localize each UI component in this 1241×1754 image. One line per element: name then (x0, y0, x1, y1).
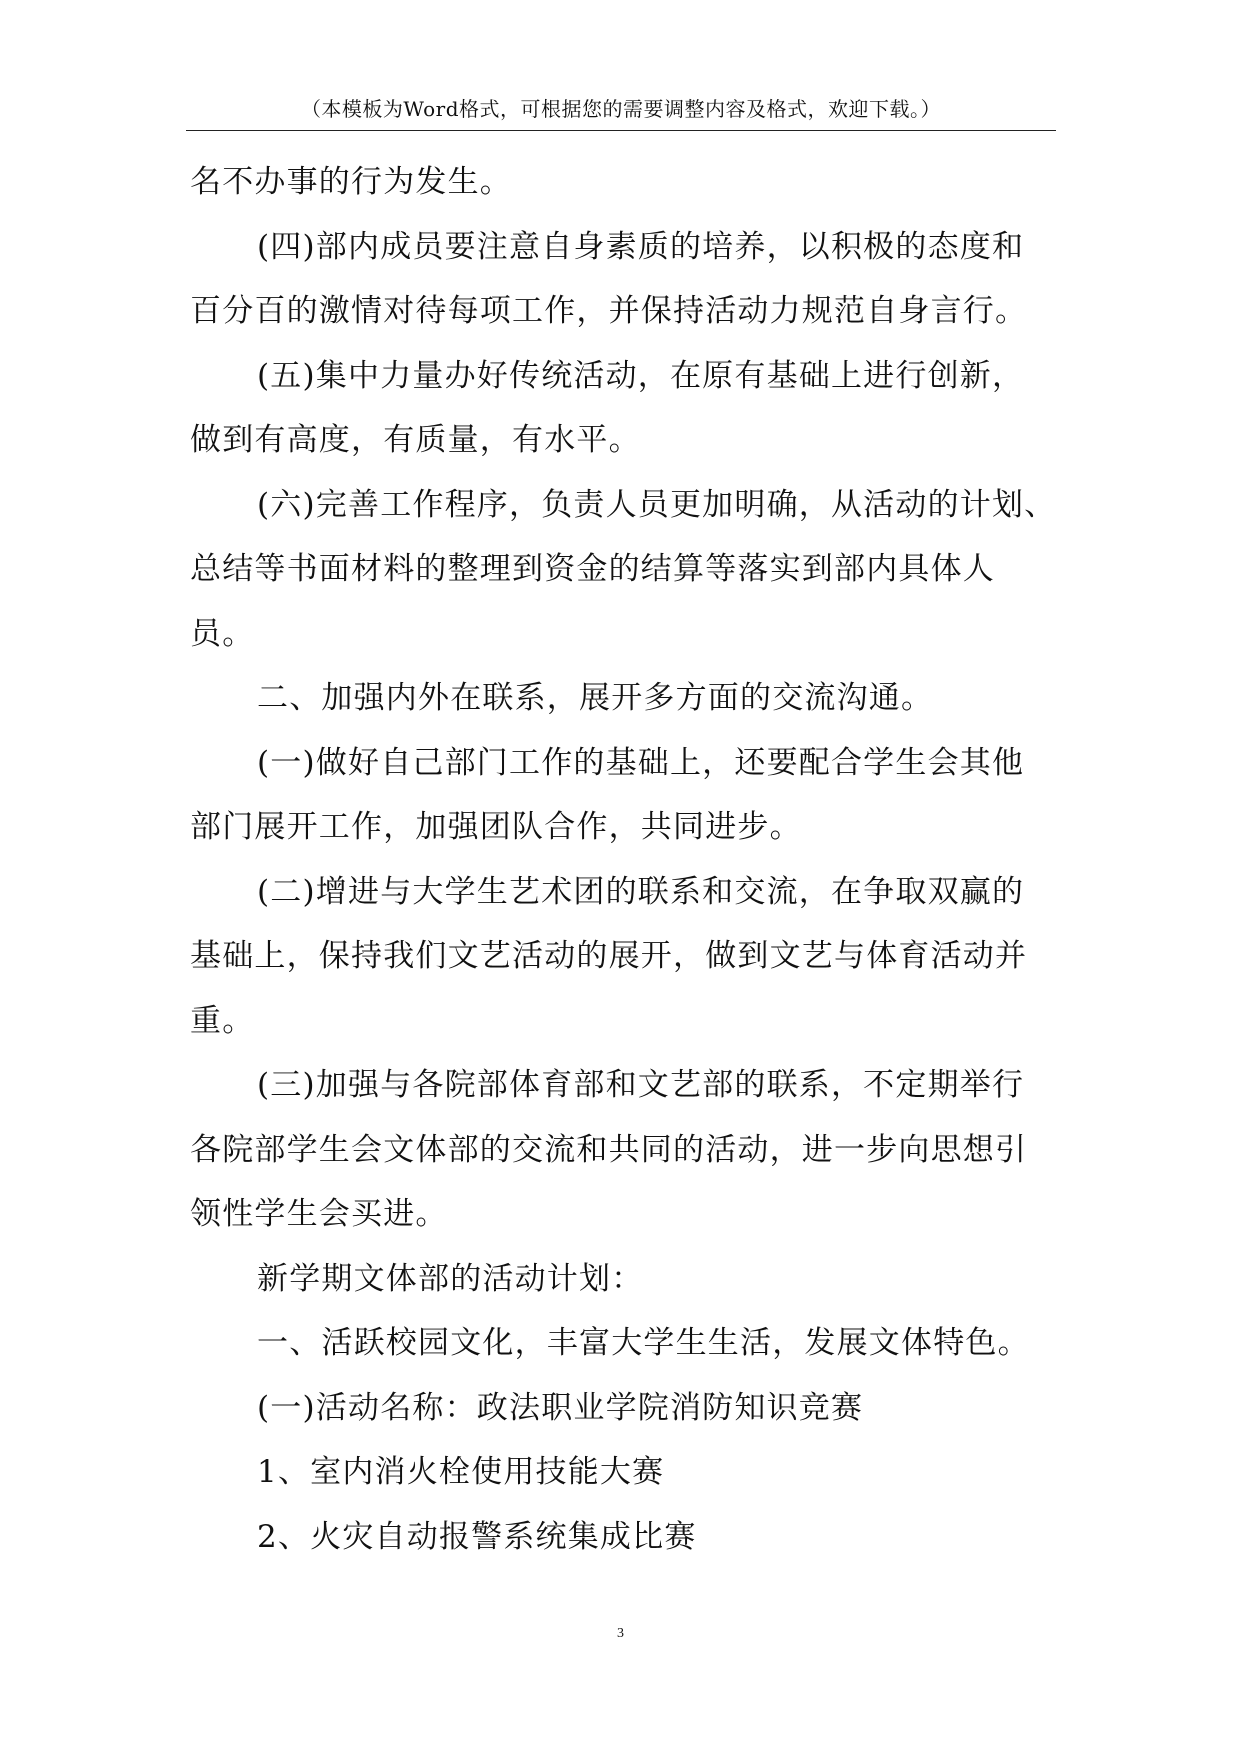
section-heading: 新学期文体部的活动计划： (257, 1260, 644, 1297)
section-heading: 二、加强内外在联系，展开多方面的交流沟通。 (257, 680, 934, 716)
body-line: 名不办事的行为发生。 (190, 164, 512, 200)
body-line: (二)增进与大学生艺术团的联系和交流，在争取双赢的 (257, 873, 1025, 910)
list-item: 2、火灾自动报警系统集成比赛 (257, 1518, 697, 1555)
body-line: 部门展开工作，加强团队合作，共同进步。 (190, 809, 802, 845)
body-line: 员。 (190, 615, 255, 652)
body-line: (一)做好自己部门工作的基础上，还要配合学生会其他 (257, 744, 1025, 781)
document-body (190, 150, 1070, 1569)
page-number: 3 (617, 1626, 624, 1641)
body-line: (五)集中力量办好传统活动，在原有基础上进行创新， (257, 357, 1025, 394)
body-line: (四)部内成员要注意自身素质的培养，以积极的态度和 (257, 228, 1025, 265)
body-line: 百分百的激情对待每项工作，并保持活动力规范自身言行。 (190, 293, 1028, 329)
body-line: (六)完善工作程序，负责人员更加明确，从活动的计划、 (257, 486, 1057, 523)
body-line: 各院部学生会文体部的交流和共同的活动，进一步向思想引 (190, 1131, 1028, 1168)
body-line: (一)活动名称：政法职业学院消防知识竞赛 (257, 1389, 864, 1426)
section-heading: 一、活跃校园文化，丰富大学生生活，发展文体特色。 (257, 1325, 1030, 1361)
list-item: 1、室内消火栓使用技能大赛 (257, 1454, 665, 1490)
body-line: 领性学生会买进。 (190, 1196, 448, 1232)
body-line: 重。 (190, 1002, 255, 1039)
body-line: (三)加强与各院部体育部和文艺部的联系，不定期举行 (257, 1067, 1025, 1103)
page-header-note: （本模板为Word格式，可根据您的需要调整内容及格式，欢迎下载。） (186, 96, 1056, 131)
body-line: 做到有高度，有质量，有水平。 (190, 422, 641, 458)
body-line: 基础上，保持我们文艺活动的展开，做到文艺与体育活动并 (190, 938, 1028, 974)
body-line: 总结等书面材料的整理到资金的结算等落实到部内具体人 (190, 551, 995, 587)
